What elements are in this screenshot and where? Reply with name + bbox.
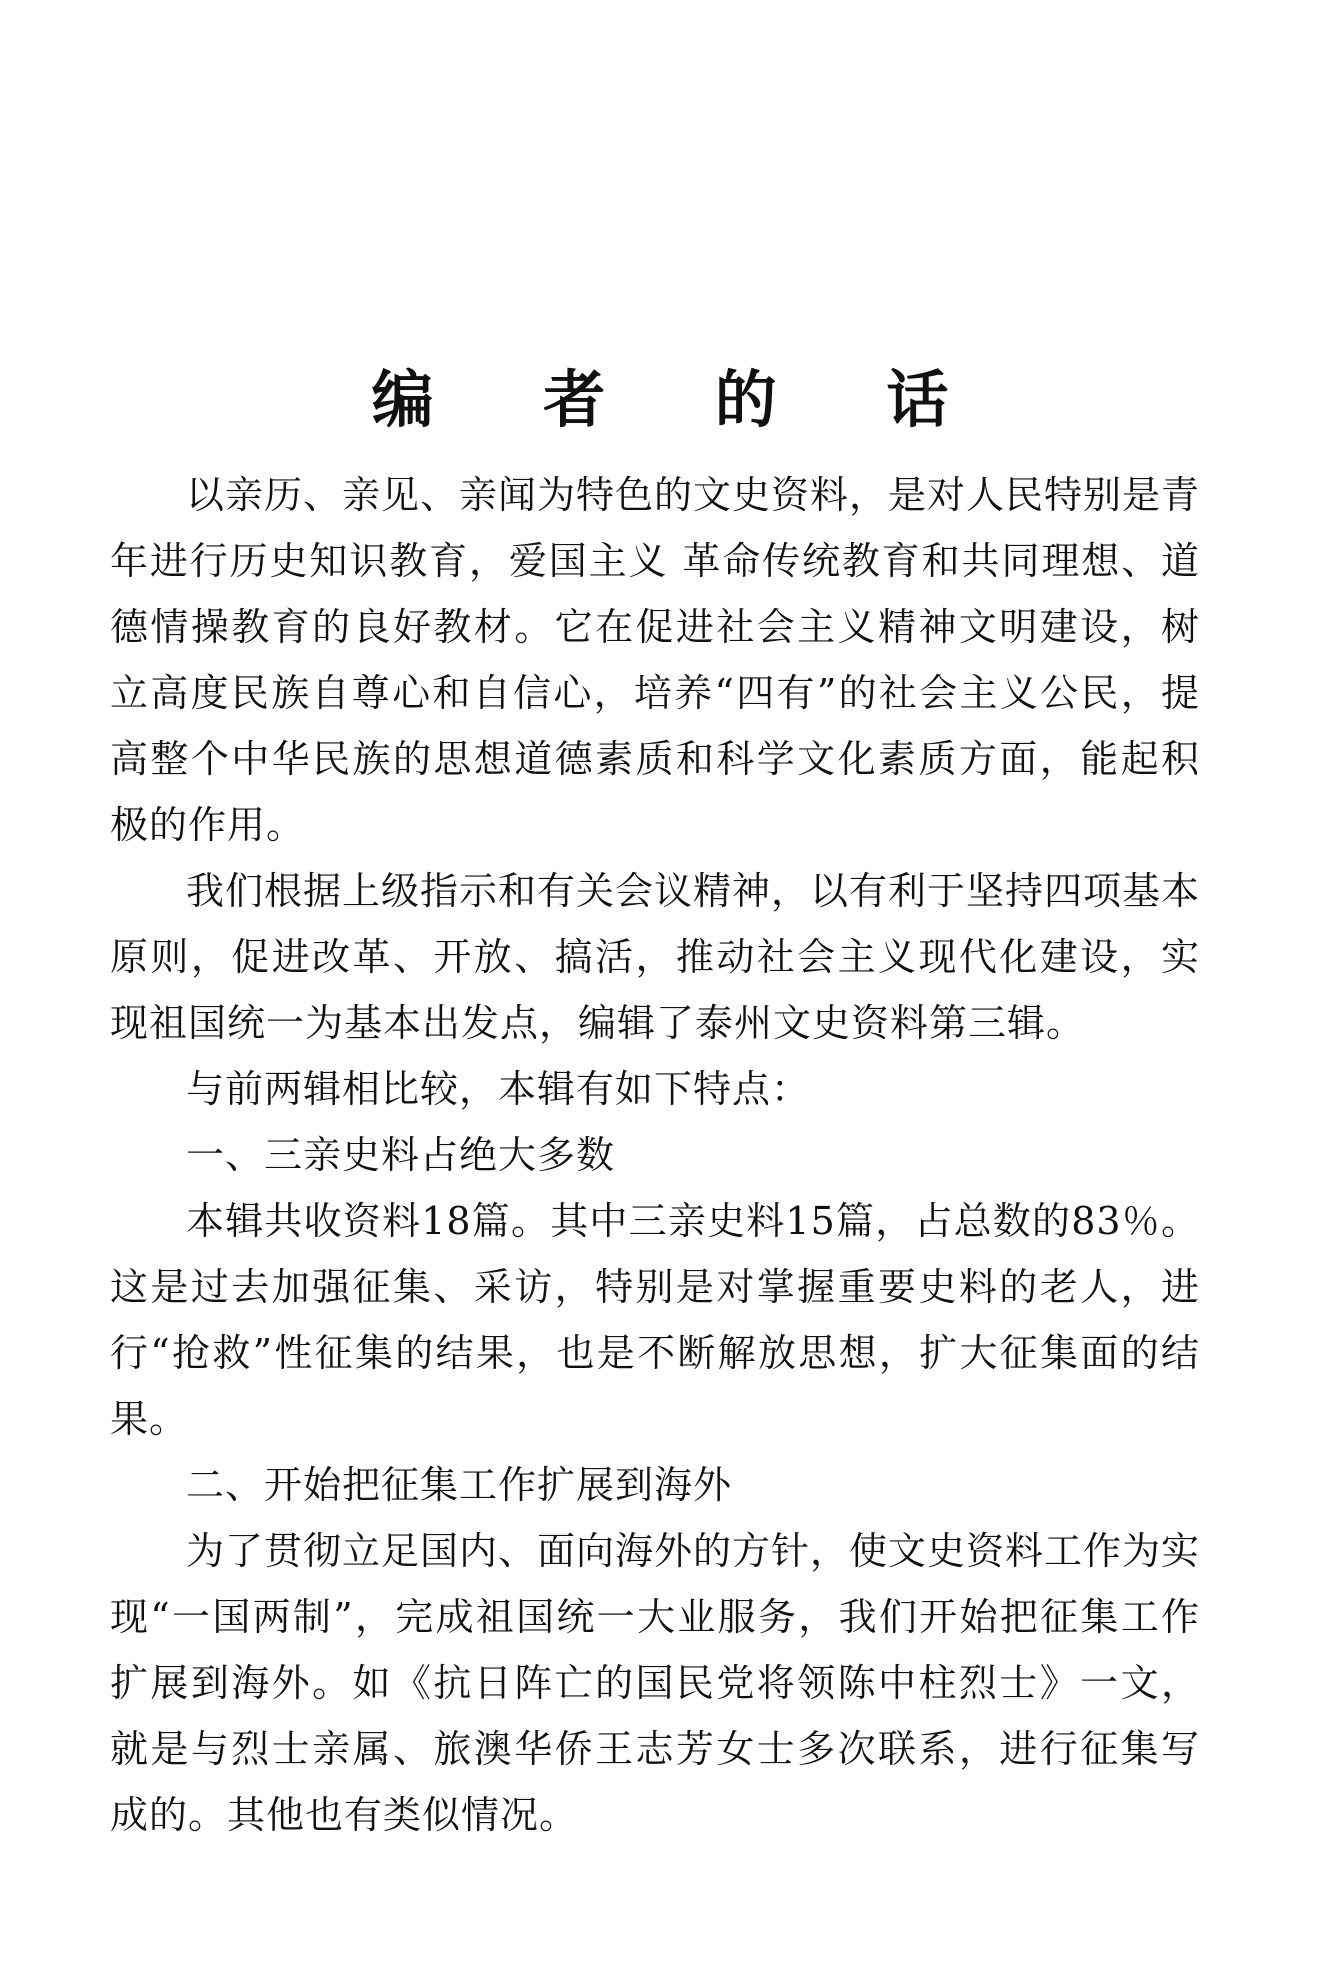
paragraph-intro: 以亲历、亲见、亲闻为特色的文史资料，是对人民特别是青年进行历史知识教育，爱国主义 革命传统教育和共同理想、道德情操教育的良好教材。它在促进社会主义精神文明建设，树立高度民族自尊心和自信心，培养“四有”的社会主义公民，提高整个中华民族的思想道德素质和科学文化素质方面，能起积极的作用。 <box>110 473 1201 847</box>
paragraph-section-2: 为了贯彻立足国内、面向海外的方针，使文史资料工作为实现“一国两制”，完成祖国统一大业服务，我们开始把征集工作扩展到海外。如《抗日阵亡的国民党将领陈中柱烈士》一文，就是与烈士亲属、旅澳华侨王志芳女士多次联系，进行征集写成的。其他也有类似情况。 <box>110 1529 1201 1837</box>
section-heading-1: 一、三亲史料占绝大多数 <box>186 1133 616 1177</box>
section-heading-2: 二、开始把征集工作扩展到海外 <box>186 1463 733 1507</box>
page-title: 编 者 的 话 <box>371 362 993 436</box>
body-text <box>110 462 1200 1848</box>
paragraph-features-lead: 与前两辑相比较，本辑有如下特点： <box>186 1067 811 1111</box>
paragraph-section-1: 本辑共收资料18篇。其中三亲史料15篇，占总数的83％。这是过去加强征集、采访，特别是对掌握重要史料的老人，进行“抢救”性征集的结果，也是不断解放思想，扩大征集面的结果。 <box>110 1199 1200 1441</box>
paragraph-purpose: 我们根据上级指示和有关会议精神，以有利于坚持四项基本原则，促进改革、开放、搞活，推动社会主义现代化建设，实现祖国统一为基本出发点，编辑了泰州文史资料第三辑。 <box>110 869 1201 1045</box>
